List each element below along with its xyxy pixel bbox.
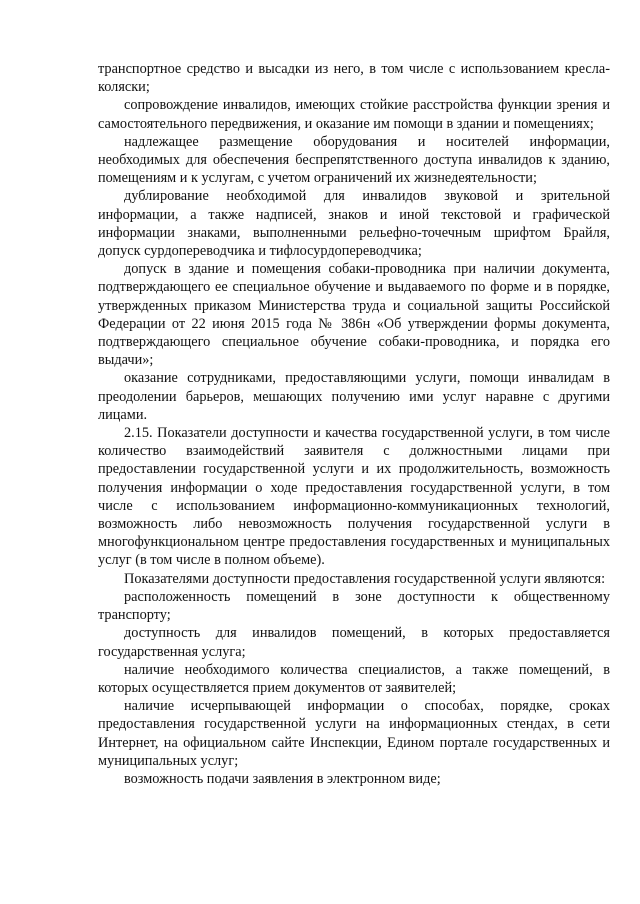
paragraph-transport-boarding: транспортное средство и высадки из него, в том числе с использованием кресла-коляски; bbox=[98, 61, 610, 96]
paragraph-escort-disabled: сопровождение инвалидов, имеющих стойкие расстройства функции зрения и самостоятельного передвижения, и оказание им помощи в здании и помещениях; bbox=[98, 97, 610, 132]
paragraph-section-2-15: 2.15. Показатели доступности и качества государственной услуги, в том числе количество взаимодействий заявителя с должностными лицами при предоставлении государственной услуги и их продолжительность, возможность получения информации о ходе предоставления государственной услуги, в том числе с использованием информационно-коммуникационных технологий, возможность либо невозможность получения государственной услуги в многофункциональном центре предоставления государственных и муниципальных услуг (в том числе в полном объеме). bbox=[98, 425, 610, 569]
paragraph-staff-assistance: оказание сотрудниками, предоставляющими услуги, помощи инвалидам в преодолении барьеров, мешающих получению ими услуг наравне с другими лицами. bbox=[98, 370, 610, 423]
document-page bbox=[98, 60, 610, 788]
paragraph-info-duplication: дублирование необходимой для инвалидов звуковой и зрительной информации, а также надписей, знаков и иной текстовой и графической информации знаками, выполненными рельефно-точечным шрифтом Брайля, допуск сурдопереводчика и тифлосурдопереводчика; bbox=[98, 188, 610, 260]
paragraph-specialists-availability: наличие необходимого количества специалистов, а также помещений, в которых осуществляется прием документов от заявителей; bbox=[98, 661, 610, 696]
paragraph-transport-proximity: расположенность помещений в зоне доступности к общественному транспорту; bbox=[98, 588, 610, 624]
paragraph-premises-accessibility: доступность для инвалидов помещений, в которых предоставляется государственная услуга; bbox=[98, 625, 610, 660]
paragraph-equipment-placement: надлежащее размещение оборудования и носителей информации, необходимых для обеспечения беспрепятственного доступа инвалидов к зданию, помещениям и к услугам, с учетом ограничений их жизнедеятельности; bbox=[98, 133, 610, 187]
paragraph-accessibility-indicators: Показателями доступности предоставления государственной услуги являются: bbox=[124, 570, 606, 587]
paragraph-exhaustive-information: наличие исчерпывающей информации о способах, порядке, сроках предоставления государственной услуги на информационных стендах, в сети Интернет, на официальном сайте Инспекции, Едином портале государственных и муниципальных услуг; bbox=[98, 698, 610, 769]
paragraph-electronic-application: возможность подачи заявления в электронном виде; bbox=[124, 770, 441, 787]
paragraph-guide-dog-admission: допуск в здание и помещения собаки-проводника при наличии документа, подтверждающего ее специальное обучение и выдаваемого по форме и в порядке, утвержденных приказом Министерства труда и социальной защиты Российской Федерации от 22 июня 2015 года № 386н «Об утверждении формы документа, подтверждающего специальное обучение собаки-проводника, и порядка его выдачи»; bbox=[98, 261, 610, 369]
